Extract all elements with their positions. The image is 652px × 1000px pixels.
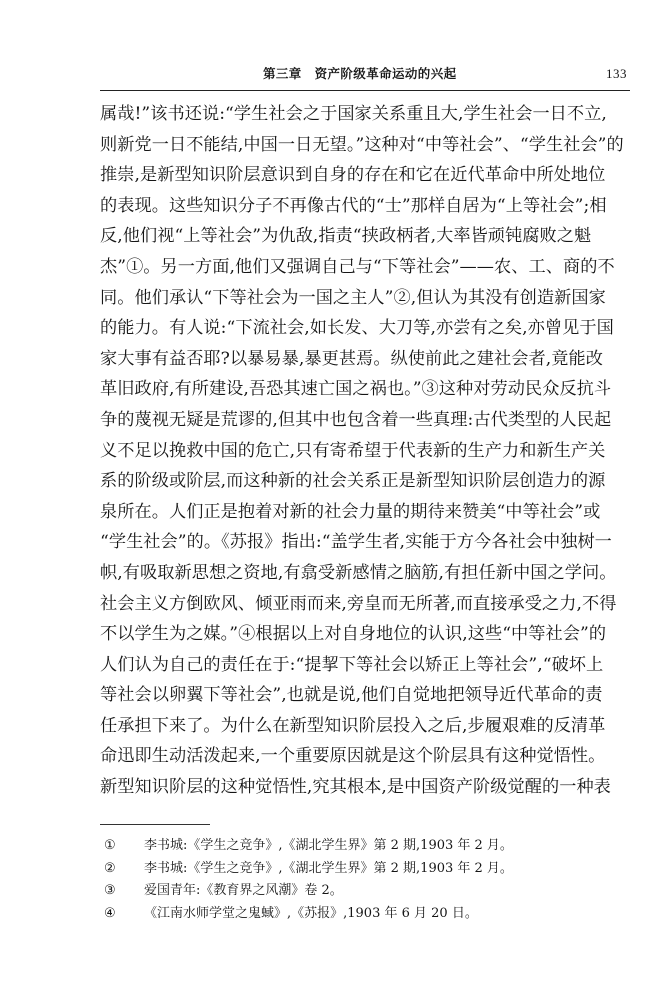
- footnote-marker: ①: [104, 838, 116, 853]
- footnotes: [104, 835, 624, 925]
- text-line: 家大事有益否耶?以暴易暴,暴更甚焉。纵使前此之建社会者,竟能改: [100, 348, 603, 369]
- footnote-3: [104, 880, 624, 903]
- text-line: 争的蔑视无疑是荒谬的,但其中也包含着一些真理:古代类型的人民起: [100, 409, 612, 430]
- footnote-text: 爱国青年:《教育界之风潮》卷 2。: [144, 883, 343, 899]
- text-line: 推崇,是新型知识阶层意识到自身的存在和它在近代革命中所处地位: [100, 165, 606, 186]
- text-line: 杰”①。另一方面,他们又强调自己与“下等社会”——农、工、商的不: [100, 256, 615, 277]
- text-line: 义不足以挽救中国的危亡,只有寄希望于代表新的生产力和新生产关: [100, 440, 606, 461]
- footnote-marker: ③: [104, 883, 116, 899]
- text-line: 则新党一日不能结,中国一日无望。”这种对“中等社会”、“学生社会”的: [100, 134, 624, 155]
- footnote-text: 李书城:《学生之竞争》,《湖北学生界》第 2 期,1903 年 2 月。: [144, 860, 513, 876]
- header-rule: [100, 90, 630, 91]
- footnote-1: [104, 835, 624, 858]
- chapter-title: 第三章 资产阶级革命运动的兴起: [263, 66, 457, 81]
- footnote-marker: ④: [104, 905, 116, 921]
- footnote-rule: [100, 824, 210, 825]
- footnote-text: 李书城:《学生之竞争》,《湖北学生界》第 2 期,1903 年 2 月。: [144, 838, 513, 853]
- footnote-text: 《江南水师学堂之鬼蜮》,《苏报》,1903 年 6 月 20 日。: [144, 905, 478, 921]
- text-line: “学生社会”的。《苏报》指出:“盖学生者,实能于方今各社会中独树一: [100, 532, 612, 553]
- text-line: 泉所在。人们正是抱着对新的社会力量的期待来赞美“中等社会”或: [100, 501, 601, 522]
- text-line: 社会主义方倒欧风、倾亚雨而来,旁皇而无所著,而直接承受之力,不得: [100, 593, 617, 614]
- text-line: 命迅即生动活泼起来,一个重要原因就是这个阶层具有这种觉悟性。: [100, 746, 606, 767]
- footnote-2: [104, 858, 624, 881]
- text-line: 的表现。这些知识分子不再像古代的“士”那样自居为“上等社会”;相: [100, 195, 607, 216]
- text-line: 人们认为自己的责任在于:“提挈下等社会以矫正上等社会”,“破坏上: [100, 654, 604, 675]
- running-header: [70, 58, 627, 88]
- page-number: 133: [606, 66, 627, 81]
- footnote-4: [104, 903, 624, 926]
- text-line: 系的阶级或阶层,而这种新的社会关系正是新型知识阶层创造力的源: [100, 471, 606, 492]
- text-line: 属哉!”该书还说:“学生社会之于国家关系重且大,学生社会一日不立,: [100, 104, 607, 124]
- text-line: 不以学生为之媒。”④根据以上对自身地位的认识,这些“中等社会”的: [100, 624, 607, 645]
- text-line: 新型知识阶层的这种觉悟性,究其根本,是中国资产阶级觉醒的一种表: [100, 777, 611, 798]
- text-line: 的能力。有人说:“下流社会,如长发、大刀等,亦尝有之矣,亦曾见于国: [100, 318, 614, 339]
- footnote-marker: ②: [104, 860, 116, 876]
- text-line: 帜,有吸取新思想之资地,有翕受新感情之脑筋,有担任新中国之学问。: [100, 562, 617, 583]
- text-line: 同。他们承认“下等社会为一国之主人”②,但认为其没有创造新国家: [100, 287, 606, 308]
- text-line: 反,他们视“上等社会”为仇敌,指责“挟政柄者,大率皆顽钝腐败之魁: [100, 226, 592, 247]
- body-text: [100, 99, 636, 803]
- text-line: 等社会以卵翼下等社会”,也就是说,他们自觉地把领导近代革命的责: [100, 685, 603, 706]
- text-line: 革旧政府,有所建设,吾恐其速亡国之祸也。”③这种对劳动民众反抗斗: [100, 379, 612, 400]
- text-line: 任承担下来了。为什么在新型知识阶层投入之后,步履艰难的反清革: [100, 715, 606, 736]
